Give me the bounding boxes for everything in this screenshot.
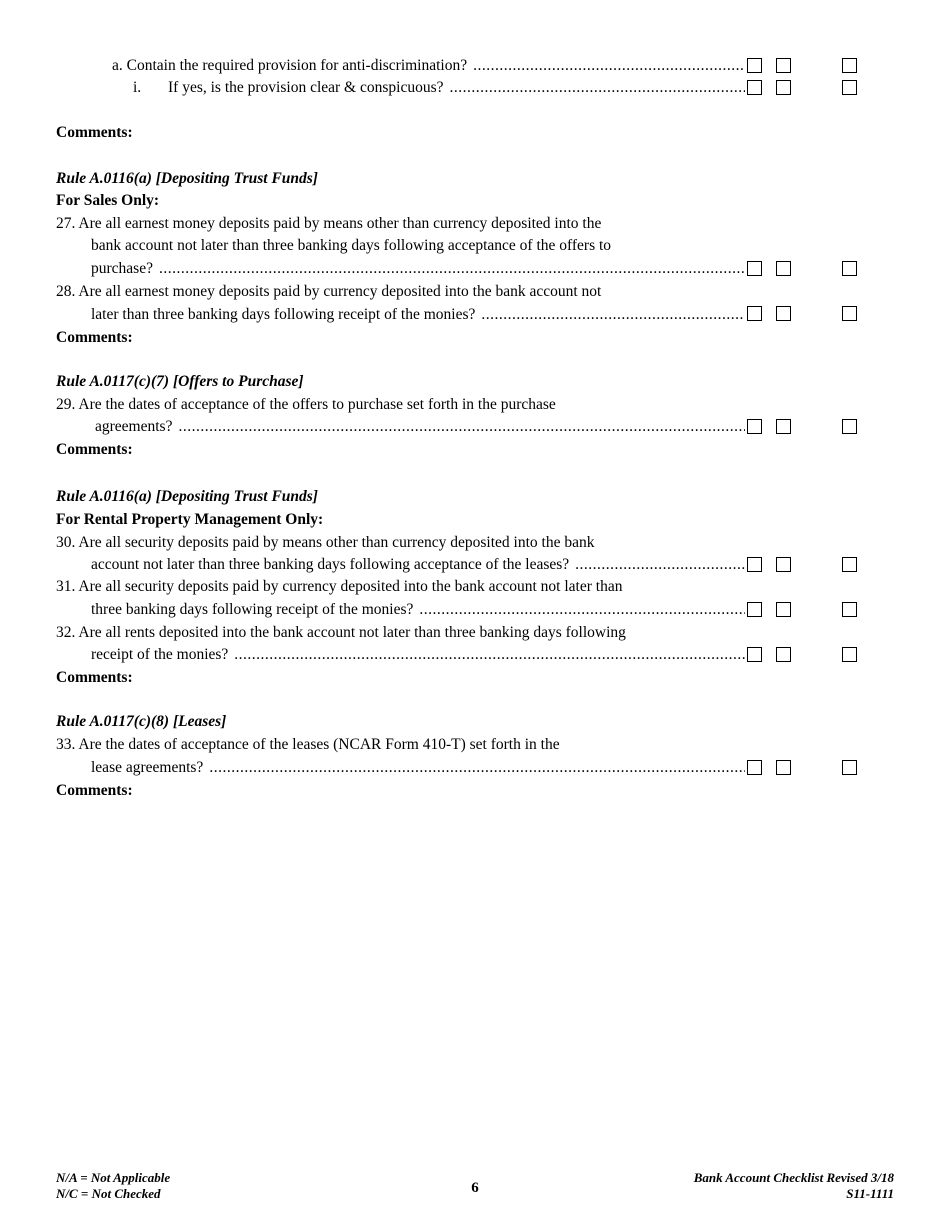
- no-checkbox[interactable]: [776, 419, 791, 434]
- question-32-line1: 32. Are all rents deposited into the bank account not later than three banking days following: [56, 624, 626, 641]
- na-checkbox[interactable]: [842, 261, 857, 276]
- dot-leader: [159, 259, 745, 279]
- yes-checkbox[interactable]: [747, 760, 762, 775]
- na-checkbox[interactable]: [842, 80, 857, 95]
- no-checkbox[interactable]: [776, 58, 791, 73]
- question-32-line2: [91, 645, 745, 665]
- na-checkbox[interactable]: [842, 647, 857, 662]
- legend-nc: N/C = Not Checked: [56, 1186, 161, 1201]
- comments-label: Comments:: [56, 782, 133, 799]
- no-checkbox[interactable]: [776, 647, 791, 662]
- legend-na: N/A = Not Applicable: [56, 1170, 171, 1185]
- question-27-line2: bank account not later than three banking days following acceptance of the offers to: [91, 237, 612, 254]
- doc-code: S11-1111: [846, 1186, 894, 1201]
- dot-leader: [178, 417, 745, 437]
- question-31-line2: [91, 600, 745, 620]
- question-text: agreements?: [95, 418, 173, 435]
- section-subheading: For Sales Only:: [56, 192, 160, 209]
- yes-checkbox[interactable]: [747, 647, 762, 662]
- no-checkbox[interactable]: [776, 80, 791, 95]
- no-checkbox[interactable]: [776, 306, 791, 321]
- question-text: If yes, is the provision clear & conspicuous?: [168, 79, 444, 96]
- no-checkbox[interactable]: [776, 557, 791, 572]
- yes-checkbox[interactable]: [747, 602, 762, 617]
- dot-leader: [473, 56, 745, 76]
- question-27-line1: 27. Are all earnest money deposits paid by means other than currency deposited into the: [56, 215, 602, 232]
- question-26ai: [168, 78, 745, 98]
- comments-label: Comments:: [56, 124, 133, 141]
- no-checkbox[interactable]: [776, 261, 791, 276]
- question-30-line1: 30. Are all security deposits paid by means other than currency deposited into the bank: [56, 534, 595, 551]
- comments-label: Comments:: [56, 441, 133, 458]
- yes-checkbox[interactable]: [747, 80, 762, 95]
- section-subheading: For Rental Property Management Only:: [56, 511, 324, 528]
- doc-title: Bank Account Checklist Revised 3/18: [693, 1170, 894, 1185]
- yes-checkbox[interactable]: [747, 306, 762, 321]
- question-28-line2: [91, 305, 745, 325]
- question-27-line3: [91, 259, 745, 279]
- question-29-line2: [95, 417, 745, 437]
- dot-leader: [575, 555, 745, 575]
- question-28-line1: 28. Are all earnest money deposits paid by currency deposited into the bank account not: [56, 283, 602, 300]
- rule-heading: Rule A.0117(c)(8) [Leases]: [56, 713, 227, 730]
- yes-checkbox[interactable]: [747, 419, 762, 434]
- dot-leader: [234, 645, 745, 665]
- dot-leader: [419, 600, 745, 620]
- question-text: lease agreements?: [91, 759, 204, 776]
- yes-checkbox[interactable]: [747, 58, 762, 73]
- rule-heading: Rule A.0117(c)(7) [Offers to Purchase]: [56, 373, 304, 390]
- question-30-line2: [91, 555, 745, 575]
- na-checkbox[interactable]: [842, 419, 857, 434]
- rule-heading: Rule A.0116(a) [Depositing Trust Funds]: [56, 488, 318, 505]
- question-text: receipt of the monies?: [91, 646, 229, 663]
- question-31-line1: 31. Are all security deposits paid by currency deposited into the bank account not later than: [56, 578, 623, 595]
- no-checkbox[interactable]: [776, 760, 791, 775]
- dot-leader: [209, 758, 745, 778]
- question-text: three banking days following receipt of the monies?: [91, 601, 414, 618]
- footer-doc-info: [694, 1170, 894, 1202]
- na-checkbox[interactable]: [842, 602, 857, 617]
- question-text: purchase?: [91, 260, 153, 277]
- no-checkbox[interactable]: [776, 602, 791, 617]
- yes-checkbox[interactable]: [747, 261, 762, 276]
- dot-leader: [450, 78, 746, 98]
- na-checkbox[interactable]: [842, 557, 857, 572]
- page-number: 6: [471, 1180, 479, 1196]
- item-number: i.: [133, 79, 142, 96]
- question-text: account not later than three banking days following acceptance of the leases?: [91, 556, 570, 573]
- question-text: later than three banking days following receipt of the monies?: [91, 306, 476, 323]
- question-29-line1: 29. Are the dates of acceptance of the offers to purchase set forth in the purchase: [56, 396, 556, 413]
- na-checkbox[interactable]: [842, 58, 857, 73]
- dot-leader: [481, 305, 745, 325]
- comments-label: Comments:: [56, 329, 133, 346]
- comments-label: Comments:: [56, 669, 133, 686]
- yes-checkbox[interactable]: [747, 557, 762, 572]
- question-33-line1: 33. Are the dates of acceptance of the leases (NCAR Form 410-T) set forth in the: [56, 736, 560, 753]
- question-text: a. Contain the required provision for anti-discrimination?: [112, 57, 468, 74]
- na-checkbox[interactable]: [842, 760, 857, 775]
- question-26a: [112, 56, 745, 76]
- rule-heading: Rule A.0116(a) [Depositing Trust Funds]: [56, 170, 318, 187]
- na-checkbox[interactable]: [842, 306, 857, 321]
- question-33-line2: [91, 758, 745, 778]
